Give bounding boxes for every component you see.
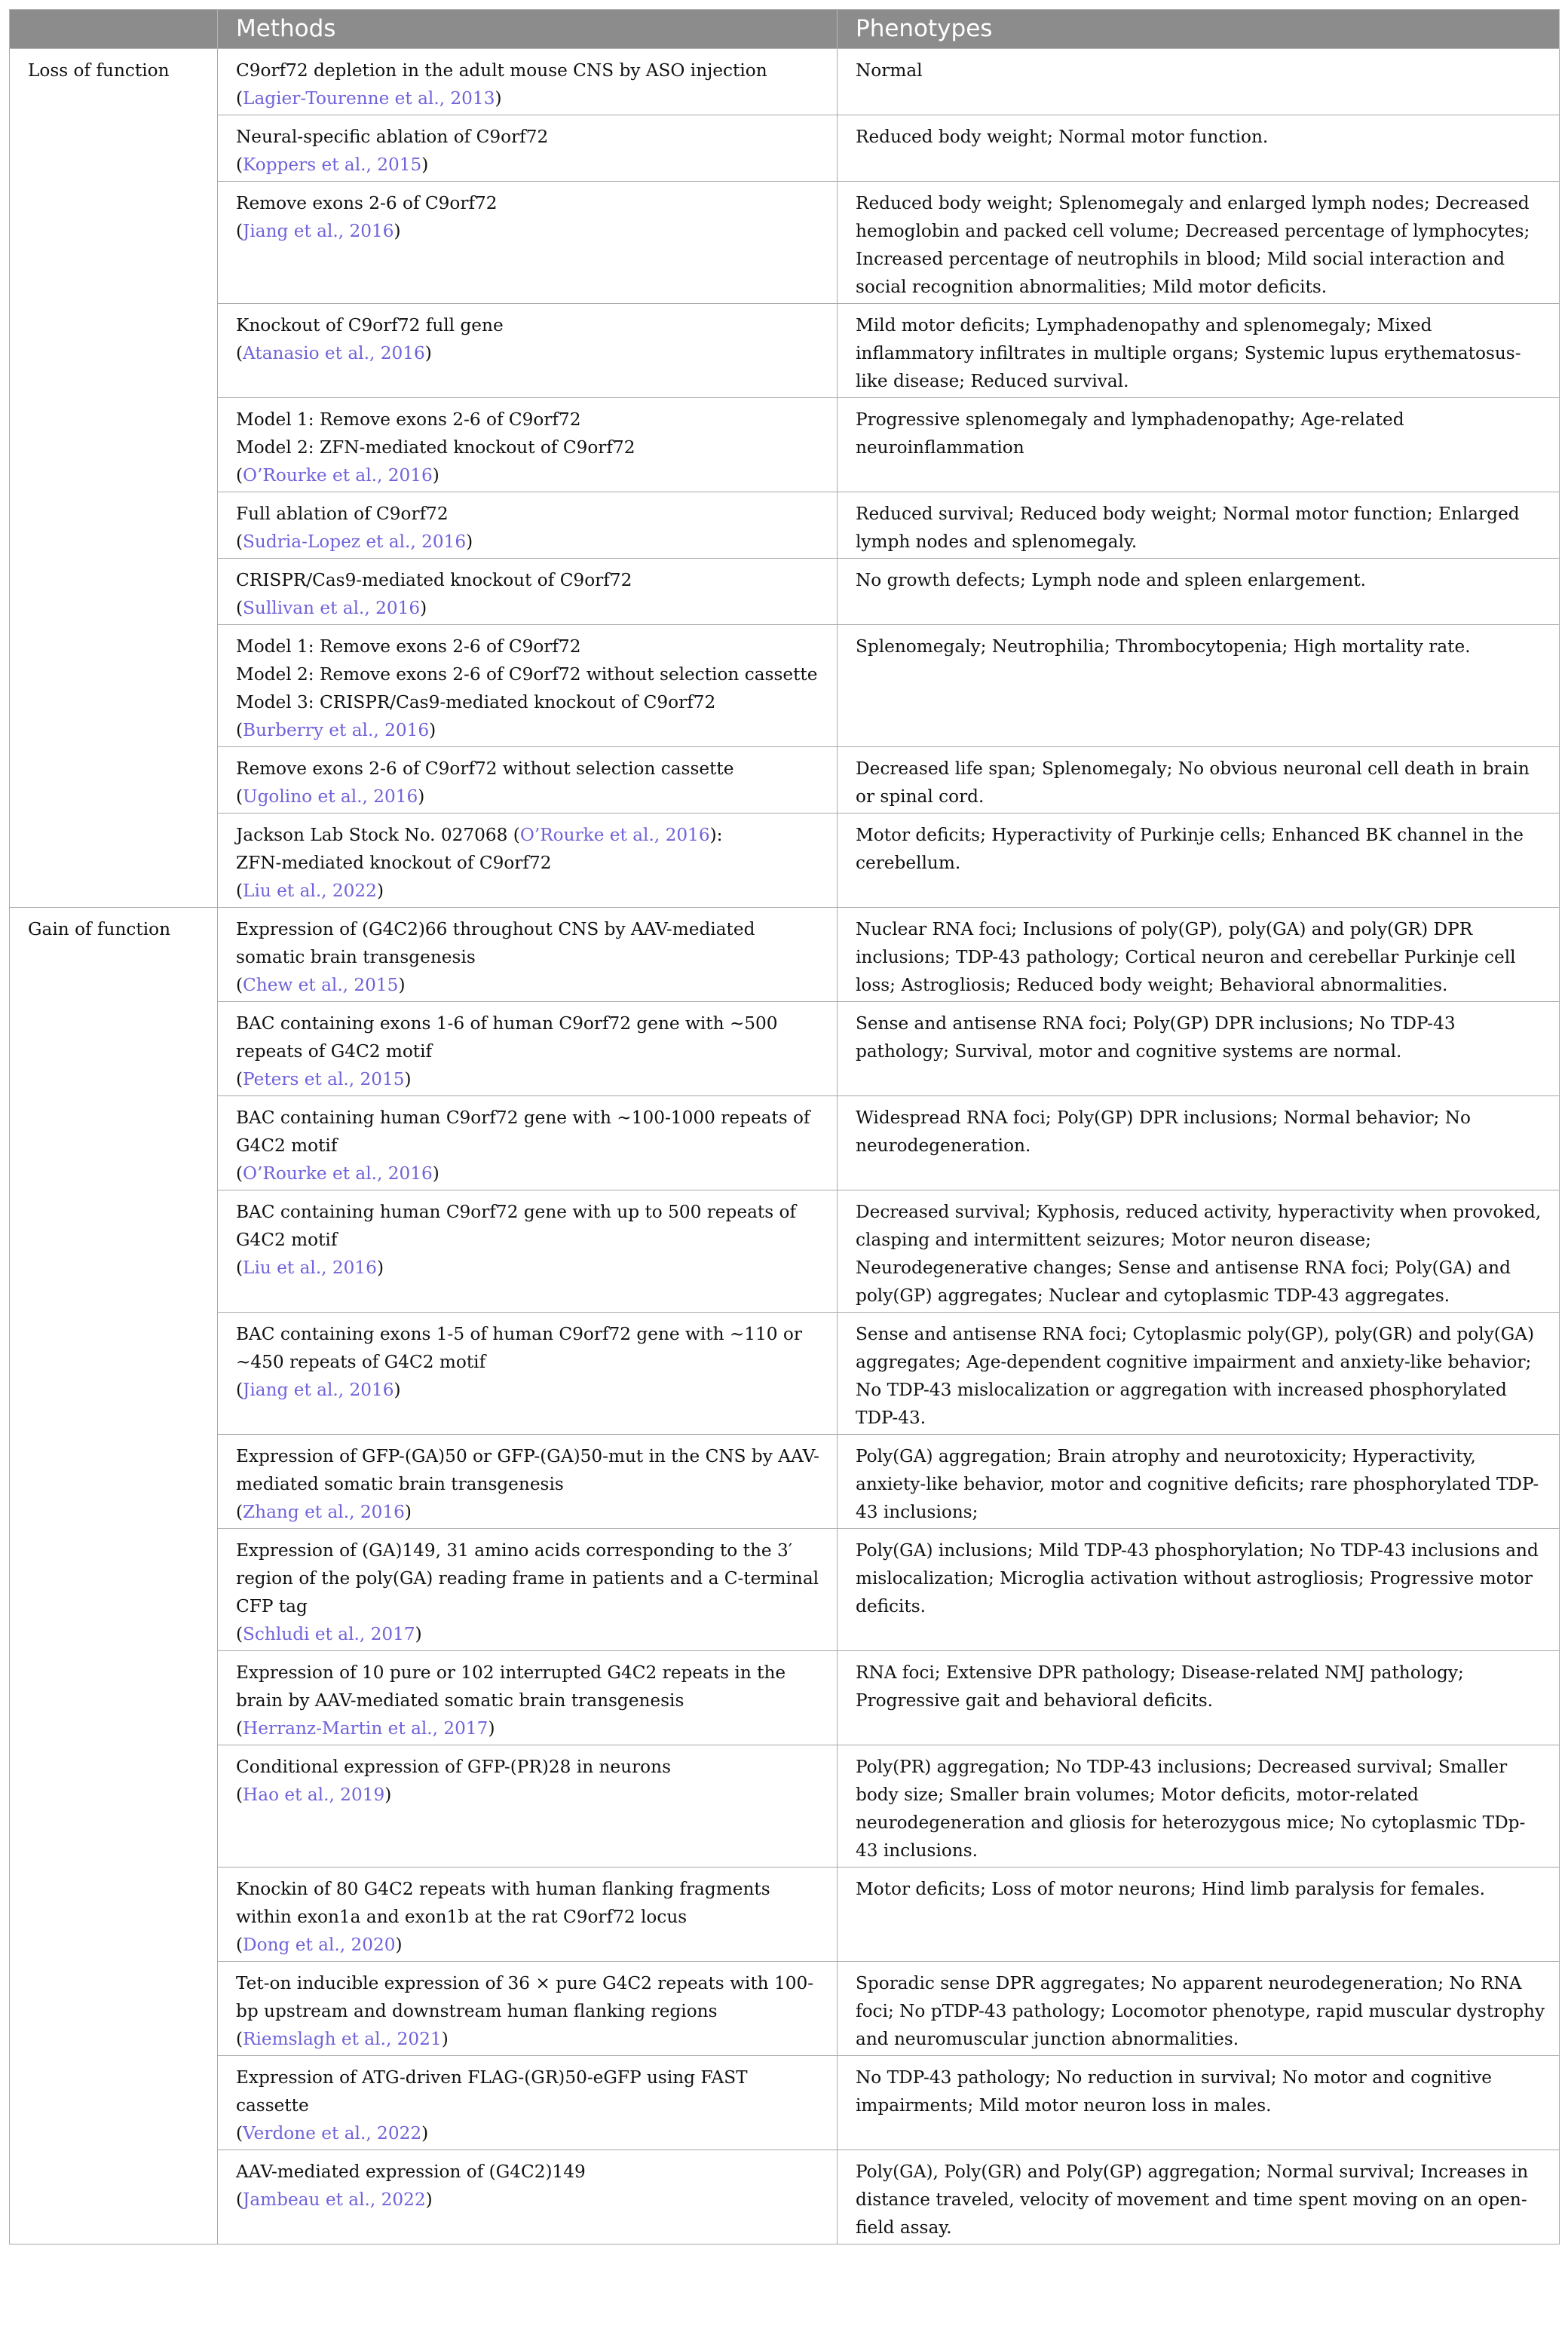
phenotype-cell: Poly(GA) inclusions; Mild TDP-43 phosphorylation; No TDP-43 inclusions and mislocalization; Microglia activation without astrogliosis; Progressive motor deficits.: [838, 1529, 1560, 1651]
paren-close: ): [421, 2123, 429, 2143]
paren-open: (: [236, 88, 243, 109]
group-cell: [10, 2150, 218, 2244]
method-line: Knockout of C9orf72 full gene: [236, 315, 504, 336]
methods-cell: [218, 304, 838, 398]
paren-open: (: [236, 2189, 243, 2210]
group-cell: [10, 2056, 218, 2150]
paren-close: ): [425, 2189, 433, 2210]
table-row: [10, 625, 1560, 747]
method-line: Neural-specific ablation of C9orf72: [236, 127, 549, 147]
methods-cell: [218, 1868, 838, 1962]
paren-close: ): [404, 1502, 412, 1522]
group-cell: [10, 1002, 218, 1096]
group-label: Loss of function: [28, 60, 170, 81]
methods-cell: [218, 398, 838, 492]
table-container: [9, 9, 1559, 2244]
methods-cell: [218, 1745, 838, 1868]
header-phenotypes: Phenotypes: [838, 10, 1560, 49]
table-row: [10, 747, 1560, 814]
group-cell: [10, 1190, 218, 1313]
method-line: Expression of GFP-(GA)50 or GFP-(GA)50-mut in the CNS by AAV-mediated somatic brain transgenesis: [236, 1446, 820, 1494]
method-line: ZFN-mediated knockout of C9orf72: [236, 853, 552, 873]
group-cell: [10, 115, 218, 182]
phenotype-cell: Sense and antisense RNA foci; Poly(GP) DPR inclusions; No TDP-43 pathology; Survival, motor and cognitive systems are normal.: [838, 1002, 1560, 1096]
table-body: [10, 49, 1560, 2244]
group-cell: [10, 1868, 218, 1962]
group-cell: [10, 625, 218, 747]
citation-link[interactable]: Herranz-Martin et al., 2017: [243, 1718, 488, 1739]
citation-link[interactable]: Verdone et al., 2022: [243, 2123, 422, 2143]
method-line: Tet-on inducible expression of 36 × pure G4C2 repeats with 100-bp upstream and downstream human flanking regions: [236, 1973, 814, 2021]
group-cell: [10, 398, 218, 492]
methods-cell: [218, 1651, 838, 1745]
paren-close: ): [376, 1258, 384, 1278]
methods-cell: [218, 1096, 838, 1190]
citation-link[interactable]: Jiang et al., 2016: [243, 221, 394, 241]
paren-close: ): [424, 343, 432, 363]
methods-cell: [218, 1313, 838, 1435]
paren-close: ): [418, 786, 425, 807]
method-line: Model 1: Remove exons 2-6 of C9orf72: [236, 409, 581, 430]
table-row: [10, 492, 1560, 559]
citation-line: [236, 1781, 823, 1809]
phenotype-cell: Sense and antisense RNA foci; Cytoplasmic poly(GP), poly(GR) and poly(GA) aggregates; Age-dependent cognitive impairment and anxiety-like behavior; No TDP-43 mislocalization or aggregation with increased phosphorylated TDP-43.: [838, 1313, 1560, 1435]
citation-link[interactable]: Liu et al., 2022: [243, 881, 377, 901]
paren-open: (: [236, 1785, 243, 1805]
paren-close: ): [488, 1718, 495, 1739]
group-cell: [10, 1529, 218, 1651]
citation-line: [236, 971, 823, 999]
phenotype-cell: Decreased survival; Kyphosis, reduced activity, hyperactivity when provoked, clasping and intermittent seizures; Motor neuron disease; Neurodegenerative changes; Sense and antisense RNA foci; Poly(GA) and poly(GP) aggregates; Nuclear and cytoplasmic TDP-43 aggregates.: [838, 1190, 1560, 1313]
citation-link[interactable]: Peters et al., 2015: [243, 1069, 405, 1089]
citation-line: [236, 1254, 823, 1282]
citation-line: [236, 84, 823, 112]
phenotype-cell: Motor deficits; Hyperactivity of Purkinje cells; Enhanced BK channel in the cerebellum.: [838, 814, 1560, 908]
phenotype-cell: Progressive splenomegaly and lymphadenopathy; Age-related neuroinflammation: [838, 398, 1560, 492]
paren-close: ): [432, 465, 439, 486]
phenotype-cell: Motor deficits; Loss of motor neurons; Hind limb paralysis for females.: [838, 1868, 1560, 1962]
paren-open: (: [236, 532, 243, 552]
method-line: Expression of (G4C2)66 throughout CNS by AAV-mediated somatic brain transgenesis: [236, 919, 755, 967]
paren-open: (: [236, 598, 243, 618]
group-cell: [10, 814, 218, 908]
methods-cell: [218, 2150, 838, 2244]
header-row: [10, 10, 1560, 49]
paren-open: (: [236, 155, 243, 175]
phenotype-cell: Widespread RNA foci; Poly(GP) DPR inclusions; Normal behavior; No neurodegeneration.: [838, 1096, 1560, 1190]
phenotype-cell: Normal: [838, 49, 1560, 115]
phenotype-cell: Reduced survival; Reduced body weight; Normal motor function; Enlarged lymph nodes and splenomegaly.: [838, 492, 1560, 559]
method-line: AAV-mediated expression of (G4C2)149: [236, 2162, 586, 2182]
citation-link[interactable]: Koppers et al., 2015: [243, 155, 422, 175]
group-cell: [10, 1745, 218, 1868]
group-cell: [10, 559, 218, 625]
paren-close: ): [441, 2029, 449, 2049]
group-cell: [10, 1313, 218, 1435]
paren-close: ): [394, 221, 401, 241]
method-line: Expression of ATG-driven FLAG-(GR)50-eGFP using FAST cassette: [236, 2067, 748, 2116]
citation-link[interactable]: Atanasio et al., 2016: [243, 343, 425, 363]
citation-link[interactable]: Hao et al., 2019: [243, 1785, 385, 1805]
group-cell: [10, 304, 218, 398]
citation-line: [236, 877, 823, 905]
group-cell: [10, 1651, 218, 1745]
methods-cell: [218, 182, 838, 304]
paren-close: ): [398, 975, 406, 995]
group-cell: [10, 492, 218, 559]
method-line: Model 2: ZFN-mediated knockout of C9orf72: [236, 437, 635, 458]
methods-cell: [218, 1190, 838, 1313]
citation-line: [236, 1620, 823, 1648]
citation-link[interactable]: Sullivan et al., 2016: [243, 598, 421, 618]
method-line: CRISPR/Cas9-mediated knockout of C9orf72: [236, 570, 632, 590]
citation-link[interactable]: Liu et al., 2016: [243, 1258, 377, 1278]
phenotype-cell: RNA foci; Extensive DPR pathology; Disease-related NMJ pathology; Progressive gait and behavioral deficits.: [838, 1651, 1560, 1745]
phenotype-cell: Mild motor deficits; Lymphadenopathy and splenomegaly; Mixed inflammatory infiltrates in multiple organs; Systemic lupus erythematosus-like disease; Reduced survival.: [838, 304, 1560, 398]
phenotype-cell: Sporadic sense DPR aggregates; No apparent neurodegeneration; No RNA foci; No pTDP-43 pathology; Locomotor phenotype, rapid muscular dystrophy and neuromuscular junction abnormalities.: [838, 1962, 1560, 2056]
table-header: [10, 10, 1560, 49]
citation-line: [236, 1376, 823, 1404]
methods-cell: [218, 49, 838, 115]
methods-cell: [218, 747, 838, 814]
phenotype-cell: No growth defects; Lymph node and spleen enlargement.: [838, 559, 1560, 625]
methods-cell: [218, 1435, 838, 1529]
paren-close: ): [415, 1624, 422, 1644]
paren-open: (: [236, 1380, 243, 1400]
method-line: Model 2: Remove exons 2-6 of C9orf72 without selection cassette: [236, 664, 818, 685]
phenotype-cell: Reduced body weight; Splenomegaly and enlarged lymph nodes; Decreased hemoglobin and packed cell volume; Decreased percentage of lymphocytes; Increased percentage of neutrophils in blood; Mild social interaction and social recognition abnormalities; Mild motor deficits.: [838, 182, 1560, 304]
method-line: Model 3: CRISPR/Cas9-mediated knockout of C9orf72: [236, 692, 716, 712]
methods-cell: [218, 1962, 838, 2056]
citation-line: [236, 2025, 823, 2053]
table-row: [10, 2150, 1560, 2244]
table-row: [10, 559, 1560, 625]
phenotype-cell: Poly(GA), Poly(GR) and Poly(GP) aggregation; Normal survival; Increases in distance traveled, velocity of movement and time spent moving on an open-field assay.: [838, 2150, 1560, 2244]
methods-cell: [218, 115, 838, 182]
methods-cell: [218, 814, 838, 908]
table-row: [10, 304, 1560, 398]
table-row: [10, 1529, 1560, 1651]
citation-line: [236, 528, 823, 556]
methods-cell: [218, 559, 838, 625]
phenotype-cell: Reduced body weight; Normal motor function.: [838, 115, 1560, 182]
paren-close: ): [384, 1785, 392, 1805]
table-row: [10, 1313, 1560, 1435]
table-row: [10, 49, 1560, 115]
method-line: Remove exons 2-6 of C9orf72 without selection cassette: [236, 758, 734, 779]
method-text: ):: [709, 825, 723, 845]
citation-link[interactable]: Sudria-Lopez et al., 2016: [243, 532, 467, 552]
paren-open: (: [236, 343, 243, 363]
methods-cell: [218, 492, 838, 559]
paren-open: (: [236, 975, 243, 995]
paren-open: (: [236, 221, 243, 241]
citation-line: [236, 151, 823, 179]
table-row: [10, 1745, 1560, 1868]
citation-link[interactable]: Schludi et al., 2017: [243, 1624, 415, 1644]
paren-close: ): [466, 532, 473, 552]
paren-open: (: [236, 1935, 243, 1955]
citation-line: [236, 783, 823, 810]
paren-close: ): [404, 1069, 412, 1089]
citation-line: [236, 217, 823, 245]
paren-open: (: [236, 2029, 243, 2049]
paren-open: (: [236, 720, 243, 740]
method-line: BAC containing human C9orf72 gene with ∼100-1000 repeats of G4C2 motif: [236, 1108, 810, 1156]
citation-link[interactable]: Jambeau et al., 2022: [243, 2189, 426, 2210]
phenotype-cell: Nuclear RNA foci; Inclusions of poly(GP), poly(GA) and poly(GR) DPR inclusions; TDP-43 pathology; Cortical neuron and cerebellar Purkinje cell loss; Astrogliosis; Reduced body weight; Behavioral abnormalities.: [838, 908, 1560, 1002]
paren-open: (: [236, 1502, 243, 1522]
table-row: [10, 1962, 1560, 2056]
method-line: Expression of 10 pure or 102 interrupted G4C2 repeats in the brain by AAV-mediated somatic brain transgenesis: [236, 1662, 786, 1711]
citation-line: [236, 716, 823, 744]
table-row: [10, 1435, 1560, 1529]
paren-close: ): [394, 1380, 401, 1400]
header-methods: Methods: [218, 10, 838, 49]
models-table: [9, 9, 1560, 2244]
table-row: [10, 1868, 1560, 1962]
paren-open: (: [236, 786, 243, 807]
phenotype-cell: Decreased life span; Splenomegaly; No obvious neuronal cell death in brain or spinal cord.: [838, 747, 1560, 814]
citation-line: [236, 2119, 823, 2147]
table-row: [10, 398, 1560, 492]
group-cell: [10, 1435, 218, 1529]
method-text: Jackson Lab Stock No. 027068 (: [236, 825, 520, 845]
paren-open: (: [236, 881, 243, 901]
table-row: [10, 2056, 1560, 2150]
paren-close: ): [429, 720, 436, 740]
method-line: [236, 821, 823, 849]
citation-link[interactable]: O’Rourke et al., 2016: [243, 465, 433, 486]
citation-link[interactable]: Zhang et al., 2016: [243, 1502, 405, 1522]
paren-open: (: [236, 465, 243, 486]
phenotype-cell: Poly(PR) aggregation; No TDP-43 inclusions; Decreased survival; Smaller body size; Smaller brain volumes; Motor deficits, motor-related neurodegeneration and gliosis for heterozygous mice; No cytoplasmic TDp-43 inclusions.: [838, 1745, 1560, 1868]
citation-link[interactable]: O’Rourke et al., 2016: [243, 1163, 433, 1184]
paren-open: (: [236, 2123, 243, 2143]
citation-line: [236, 1498, 823, 1526]
citation-line: [236, 594, 823, 622]
citation-link[interactable]: Lagier-Tourenne et al., 2013: [243, 88, 495, 109]
group-cell: [10, 49, 218, 115]
paren-close: ): [432, 1163, 439, 1184]
paren-open: (: [236, 1069, 243, 1089]
method-line: Conditional expression of GFP-(PR)28 in neurons: [236, 1757, 671, 1777]
citation-link[interactable]: Riemslagh et al., 2021: [243, 2029, 442, 2049]
citation-line: [236, 339, 823, 367]
citation-link[interactable]: Dong et al., 2020: [243, 1935, 396, 1955]
group-cell: [10, 182, 218, 304]
phenotype-cell: No TDP-43 pathology; No reduction in survival; No motor and cognitive impairments; Mild motor neuron loss in males.: [838, 2056, 1560, 2150]
method-line: BAC containing exons 1-6 of human C9orf72 gene with ∼500 repeats of G4C2 motif: [236, 1013, 778, 1062]
header-group: [10, 10, 218, 49]
group-cell: [10, 908, 218, 1002]
table-row: [10, 182, 1560, 304]
paren-open: (: [236, 1258, 243, 1278]
methods-cell: [218, 1529, 838, 1651]
citation-line: [236, 1714, 823, 1742]
method-line: BAC containing exons 1-5 of human C9orf72 gene with ∼110 or ∼450 repeats of G4C2 motif: [236, 1324, 802, 1372]
paren-close: ): [376, 881, 384, 901]
table-row: [10, 115, 1560, 182]
phenotype-cell: Splenomegaly; Neutrophilia; Thrombocytopenia; High mortality rate.: [838, 625, 1560, 747]
paren-close: ): [420, 598, 427, 618]
methods-cell: [218, 2056, 838, 2150]
method-line: Full ablation of C9orf72: [236, 504, 449, 524]
group-cell: [10, 1962, 218, 2056]
citation-line: [236, 1160, 823, 1187]
table-row: [10, 1190, 1560, 1313]
citation-line: [236, 461, 823, 489]
citation-link[interactable]: Jiang et al., 2016: [243, 1380, 394, 1400]
paren-close: ): [421, 155, 429, 175]
table-row: [10, 908, 1560, 1002]
table-row: [10, 814, 1560, 908]
group-cell: [10, 1096, 218, 1190]
citation-link[interactable]: Ugolino et al., 2016: [243, 786, 418, 807]
paren-open: (: [236, 1163, 243, 1184]
citation-link[interactable]: Chew et al., 2015: [243, 975, 399, 995]
table-row: [10, 1651, 1560, 1745]
citation-link[interactable]: Burberry et al., 2016: [243, 720, 430, 740]
method-line: Knockin of 80 G4C2 repeats with human flanking fragments within exon1a and exon1b at the rat C9orf72 locus: [236, 1879, 770, 1927]
table-row: [10, 1002, 1560, 1096]
phenotype-cell: Poly(GA) aggregation; Brain atrophy and neurotoxicity; Hyperactivity, anxiety-like behavior, motor and cognitive deficits; rare phosphorylated TDP-43 inclusions;: [838, 1435, 1560, 1529]
table-row: [10, 1096, 1560, 1190]
method-line: C9orf72 depletion in the adult mouse CNS by ASO injection: [236, 60, 767, 81]
paren-close: ): [495, 88, 502, 109]
method-line: Model 1: Remove exons 2-6 of C9orf72: [236, 636, 581, 657]
methods-cell: [218, 1002, 838, 1096]
group-label: Gain of function: [28, 919, 171, 939]
methods-cell: [218, 908, 838, 1002]
citation-link[interactable]: O’Rourke et al., 2016: [519, 825, 710, 845]
paren-open: (: [236, 1718, 243, 1739]
citation-line: [236, 1065, 823, 1093]
paren-close: ): [395, 1935, 403, 1955]
citation-line: [236, 2186, 823, 2214]
methods-cell: [218, 625, 838, 747]
method-line: BAC containing human C9orf72 gene with up to 500 repeats of G4C2 motif: [236, 1202, 797, 1250]
group-cell: [10, 747, 218, 814]
citation-line: [236, 1931, 823, 1959]
method-line: Remove exons 2-6 of C9orf72: [236, 193, 498, 213]
method-line: Expression of (GA)149, 31 amino acids corresponding to the 3′ region of the poly(GA) reading frame in patients and a C-terminal CFP tag: [236, 1540, 819, 1616]
paren-open: (: [236, 1624, 243, 1644]
